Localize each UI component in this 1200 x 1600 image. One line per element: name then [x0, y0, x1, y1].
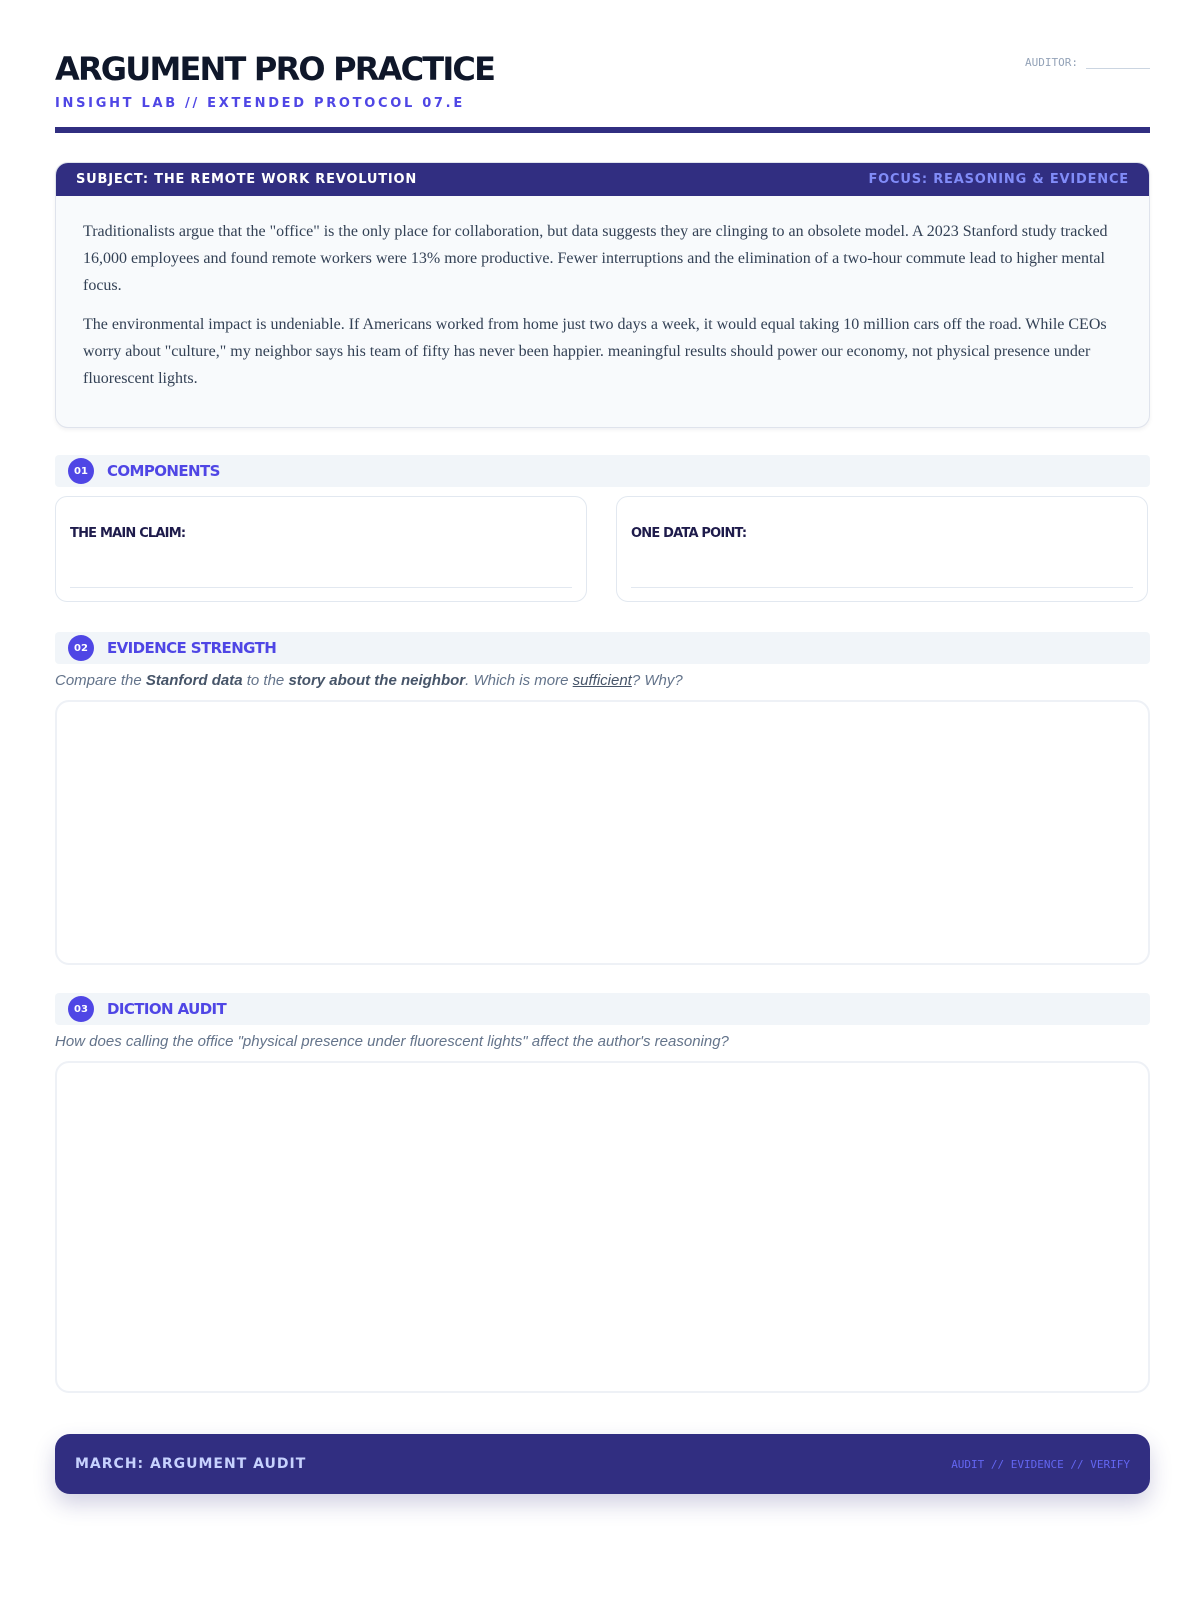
passage-paragraph: Traditionalists argue that the "office" is the only place for collaboration, but data suggests they are clinging to an obsolete model. A 2023 Stanford study tracked 16,000 employees and found remote workers were 13% more productive. Fewer interruptions and the elimination of a two-hour commute lead to higher mental focus.	[83, 223, 1108, 294]
passage-header-bar	[56, 163, 1149, 196]
section-header-evidence	[55, 632, 1150, 664]
footer-tagline: AUDIT // EVIDENCE // VERIFY	[951, 1457, 1130, 1471]
auditor-field	[1025, 56, 1150, 69]
main-claim-label: THE MAIN CLAIM:	[70, 526, 186, 541]
data-point-answer-line[interactable]	[631, 587, 1133, 588]
section-title: COMPONENTS	[107, 462, 220, 480]
data-point-card[interactable]	[616, 496, 1148, 602]
passage-paragraph: The environmental impact is undeniable. If Americans worked from home just two days a week, it would equal taking 10 million cars off the road. While CEOs worry about "culture," my neighbor says his team of fifty has never been happier. meaningful results should power our economy, not physical presence under fluorescent lights.	[83, 316, 1107, 387]
section-number-badge: 03	[68, 996, 94, 1022]
passage-subject: SUBJECT: THE REMOTE WORK REVOLUTION	[76, 172, 418, 187]
evidence-prompt	[55, 672, 683, 689]
passage-body	[56, 196, 1149, 392]
diction-answer-box[interactable]	[55, 1061, 1150, 1393]
prompt-text: . Which is more	[465, 672, 573, 689]
data-point-label: ONE DATA POINT:	[631, 526, 747, 541]
prompt-emphasis-neighbor: story about the neighbor	[288, 672, 466, 689]
section-title: DICTION AUDIT	[107, 1000, 227, 1018]
footer-bar	[55, 1434, 1150, 1494]
section-title: EVIDENCE STRENGTH	[107, 639, 277, 657]
auditor-input-line[interactable]	[1086, 58, 1150, 69]
diction-prompt: How does calling the office "physical presence under fluorescent lights" affect the author's reasoning?	[55, 1033, 729, 1050]
prompt-emphasis-sufficient: sufficient	[572, 672, 632, 689]
passage-card	[55, 162, 1150, 428]
section-number-badge: 02	[68, 635, 94, 661]
auditor-label: AUDITOR:	[1025, 56, 1078, 69]
section-header-components	[55, 455, 1150, 487]
prompt-text: Compare the	[55, 672, 146, 689]
footer-title: MARCH: ARGUMENT AUDIT	[75, 1456, 307, 1472]
main-claim-answer-line[interactable]	[70, 587, 572, 588]
section-number-badge: 01	[68, 458, 94, 484]
header-divider	[55, 127, 1150, 133]
worksheet-header	[55, 0, 1150, 134]
passage-focus: FOCUS: REASONING & EVIDENCE	[868, 172, 1129, 187]
prompt-text: to the	[242, 672, 289, 689]
prompt-emphasis-stanford: Stanford data	[145, 672, 243, 689]
evidence-answer-box[interactable]	[55, 700, 1150, 965]
page-subtitle: INSIGHT LAB // EXTENDED PROTOCOL 07.E	[55, 96, 465, 111]
worksheet-page	[55, 0, 1150, 1472]
prompt-text: ? Why?	[631, 672, 683, 689]
main-claim-card[interactable]	[55, 496, 587, 602]
section-header-diction	[55, 993, 1150, 1025]
page-title: ARGUMENT PRO PRACTICE	[55, 50, 495, 88]
